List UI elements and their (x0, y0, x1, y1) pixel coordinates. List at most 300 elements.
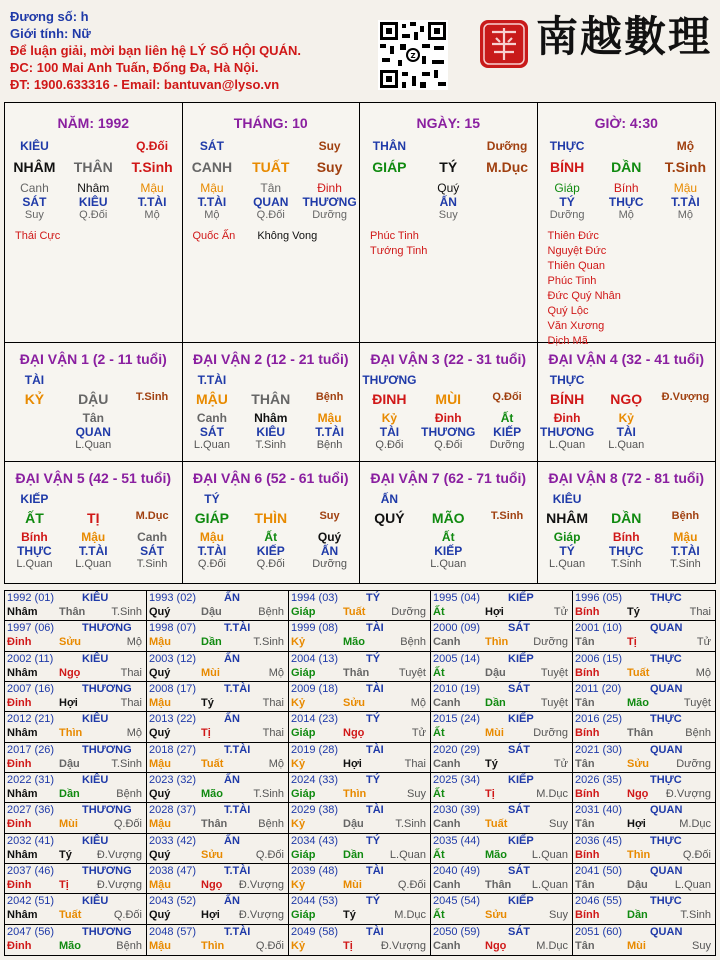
year-stage: M.Dục (536, 939, 568, 952)
year-branch: Mão (485, 848, 507, 861)
life-stage: Bệnh (316, 439, 343, 451)
pillar-row (538, 159, 716, 175)
dai-van-pillar: NGỌ (610, 391, 643, 407)
year-branch: Tuất (201, 757, 224, 770)
year-label: 1995 (04) (433, 592, 481, 604)
life-stage: L.Quan (608, 439, 645, 451)
dai-van-row (538, 373, 716, 387)
pillar-row (5, 181, 182, 195)
year-label: 2003 (12) (149, 652, 197, 665)
year-star: TÝ (366, 834, 381, 847)
pillar-value: QUAN (253, 195, 289, 209)
year-stage: Q.Đối (397, 879, 426, 891)
dai-van-row (183, 373, 360, 387)
year-stem: Giáp (291, 848, 316, 861)
year-star: SÁT (508, 622, 530, 635)
pillar-value: Q.Đối (136, 139, 169, 153)
dai-van-row (360, 373, 537, 387)
qr-code-icon[interactable] (378, 20, 448, 90)
year-branch: Hợi (343, 757, 362, 770)
year-stem: Đinh (7, 757, 32, 770)
pillar-value: T.Sinh (131, 159, 173, 175)
shensha-item: Phúc Tinh (370, 230, 419, 242)
year-stage: Tuyệt (540, 697, 568, 709)
pillar-value: Canh (20, 181, 49, 195)
dai-van-empty (64, 492, 123, 506)
year-stage: Bệnh (116, 788, 142, 800)
year-cell (5, 743, 147, 773)
dai-van-cell (360, 343, 538, 462)
year-cell (289, 652, 431, 682)
year-stage: T.Sinh (253, 788, 284, 800)
logo-text: 南越數理 (536, 12, 713, 61)
year-stage: L.Quan (674, 879, 711, 891)
dai-van-row (538, 510, 716, 526)
year-star: KIÊU (82, 652, 109, 665)
year-star: QUAN (650, 865, 683, 877)
year-stage: Bệnh (400, 636, 426, 649)
pillar-value: Bính (613, 181, 639, 195)
year-branch: Tị (59, 879, 69, 891)
pillar-value: TUẤT (252, 159, 290, 175)
year-branch: Mùi (201, 666, 220, 679)
year-label: 2039 (48) (291, 865, 339, 877)
year-stem: Đinh (7, 939, 32, 952)
year-label: 2028 (37) (149, 804, 197, 817)
year-star: THƯƠNG (82, 804, 132, 817)
year-cell (573, 652, 715, 682)
year-label: 2025 (34) (433, 774, 481, 786)
year-stage: Thai (120, 697, 142, 709)
year-label: 2046 (55) (575, 895, 623, 908)
pillar-value: THỰC (608, 195, 644, 209)
year-cell (147, 834, 289, 864)
year-star: KIẾP (508, 774, 534, 786)
year-cell (431, 652, 573, 682)
pillar-cell (5, 103, 183, 343)
year-star: TÀI (366, 683, 384, 695)
hidden-star: KIẾP (493, 425, 522, 439)
pillar-value: Dưỡng (312, 209, 347, 221)
pillar-value (597, 139, 656, 153)
year-stem: Ất (433, 666, 445, 679)
year-branch: Mùi (485, 727, 504, 740)
dai-van-row (183, 492, 360, 506)
dai-van-row (5, 411, 182, 425)
pillar-row (538, 209, 716, 221)
year-star: THỰC (650, 713, 682, 726)
dai-van-empty (597, 373, 656, 387)
life-stage: Dưỡng (489, 439, 525, 451)
year-cell (147, 864, 289, 894)
year-label: 2051 (60) (575, 925, 623, 938)
hidden-star: T.TÀI (315, 425, 344, 439)
year-stage: Thai (689, 606, 711, 618)
year-stage: Suy (549, 818, 568, 831)
pillar-value: Mộ (676, 139, 695, 153)
dai-van-row (5, 544, 182, 558)
life-stage (123, 439, 182, 451)
year-branch: Mão (343, 636, 365, 649)
year-stage: Suy (692, 939, 711, 952)
hidden-star: THƯƠNG (539, 425, 595, 439)
hidden-stem: Giáp (553, 530, 581, 544)
year-cell (147, 621, 289, 651)
year-stage: Đ.Vượng (665, 788, 711, 800)
year-branch: Thân (59, 606, 86, 618)
year-label: 2002 (11) (7, 652, 54, 665)
hidden-star: THƯƠNG (421, 425, 476, 439)
year-stage: T.Sinh (253, 636, 284, 649)
year-label: 2034 (43) (291, 834, 339, 847)
dai-van-row (5, 391, 182, 407)
hidden-star: ẤN (320, 544, 339, 558)
year-stage: Bệnh (685, 727, 711, 740)
year-cell (573, 864, 715, 894)
year-stem: Nhâm (7, 606, 38, 618)
year-branch: Sửu (627, 757, 650, 770)
pillar-row (183, 159, 360, 175)
year-cell (573, 803, 715, 833)
year-stage: Bệnh (116, 939, 142, 952)
year-stage: Q.Đối (255, 848, 284, 861)
pillar-value: THƯƠNG (302, 195, 357, 209)
year-stage: Tuyệt (683, 697, 711, 709)
pillar-cell (360, 103, 538, 343)
dai-van-pillar: Suy (319, 510, 340, 522)
year-stem: Kỷ (291, 818, 306, 831)
pillar-value: M.Dục (486, 159, 529, 175)
pillar-value (478, 195, 537, 209)
year-star: TÝ (366, 895, 381, 908)
pillar-row (183, 181, 360, 195)
year-stage: M.Dục (536, 788, 568, 800)
year-label: 2020 (29) (433, 743, 481, 756)
dai-van-row (360, 425, 537, 439)
year-stem: Tân (575, 757, 595, 770)
year-stage: Tử (553, 757, 568, 770)
year-stem: Tân (575, 818, 595, 831)
year-branch: Dậu (59, 757, 80, 770)
pillar-value: KIÊU (78, 195, 108, 209)
year-label: 1997 (06) (7, 622, 55, 635)
year-stem: Đinh (7, 636, 32, 649)
dai-van-pillar: ẤT (25, 510, 44, 526)
year-branch: Thìn (201, 939, 225, 952)
year-star: QUAN (650, 743, 683, 756)
life-stage: L.Quan (75, 439, 112, 451)
year-star: SÁT (508, 683, 530, 695)
year-cell (147, 652, 289, 682)
year-star: SÁT (508, 925, 530, 938)
year-cell (147, 682, 289, 712)
year-label: 2032 (41) (7, 834, 55, 847)
dai-van-title: ĐẠI VẬN 1 (2 - 11 tuổi) (19, 351, 167, 367)
year-stem: Bính (575, 788, 600, 800)
life-stage: L.Quan (549, 439, 586, 451)
phone-email-line: ĐT: 1900.633316 - Email: bantuvan@lyso.vn (10, 77, 280, 92)
hidden-stem (123, 411, 182, 425)
year-star: TÝ (366, 774, 381, 786)
dai-van-pillar: ĐINH (372, 391, 407, 407)
pillar-value: Dưỡng (486, 139, 528, 153)
hidden-star: SÁT (199, 425, 224, 439)
year-branch: Hợi (201, 909, 220, 922)
year-stage: Đ.Vượng (96, 848, 142, 861)
year-label: 2001 (10) (575, 622, 623, 635)
year-branch: Ngọ (627, 788, 649, 800)
pillar-row (183, 195, 360, 209)
dai-van-row (538, 558, 716, 570)
year-stem: Mậu (149, 879, 171, 891)
seal-stamp (478, 18, 530, 70)
pillar-value: Q.Đối (79, 209, 108, 221)
year-stem: Quý (149, 909, 171, 922)
year-cell (431, 591, 573, 621)
year-stem: Mậu (149, 939, 171, 952)
year-stage: Thai (120, 666, 142, 679)
year-star: T.TÀI (224, 622, 251, 635)
dai-van-empty (300, 492, 359, 506)
year-stem: Ất (433, 848, 445, 861)
year-stage: L.Quan (531, 848, 568, 861)
year-stage: Mộ (126, 727, 142, 740)
year-cell (5, 591, 147, 621)
year-cell (573, 925, 715, 955)
year-stem: Canh (433, 757, 461, 770)
year-label: 2017 (26) (7, 743, 55, 756)
year-label: 2044 (53) (291, 895, 339, 908)
dai-van-row (183, 411, 360, 425)
dai-van-pillar: Q.Đối (492, 391, 522, 403)
life-stage: T.Sinh (670, 558, 701, 570)
year-stem: Bính (575, 848, 600, 861)
dai-van-star: THƯƠNG (362, 373, 417, 387)
year-star: THƯƠNG (82, 743, 132, 756)
year-star: T.TÀI (224, 804, 251, 817)
year-label: 2035 (44) (433, 834, 481, 847)
year-cell (289, 712, 431, 742)
year-star: KIÊU (82, 895, 109, 908)
year-stem: Mậu (149, 636, 171, 649)
pillar-cell (538, 103, 716, 347)
pillar-value: THÂN (372, 139, 407, 153)
year-stage: Q.Đối (682, 848, 711, 861)
year-branch: Tuất (343, 606, 366, 618)
year-stem: Canh (433, 818, 461, 831)
hidden-stem: Tân (82, 411, 104, 425)
year-branch: Sửu (201, 848, 224, 861)
shensha-item: Thái Cực (15, 230, 61, 242)
dai-van-cell (538, 343, 716, 462)
year-stem: Giáp (291, 606, 316, 618)
year-label: 2041 (50) (575, 865, 623, 877)
hidden-star (123, 425, 182, 439)
header-info (10, 8, 301, 93)
year-star: KIÊU (82, 713, 109, 726)
year-label: 2027 (36) (7, 804, 55, 817)
year-label: 2049 (58) (291, 925, 339, 938)
shensha-item: Tướng Tinh (370, 245, 428, 257)
year-stem: Tân (575, 636, 595, 649)
year-star: KIÊU (82, 592, 109, 604)
year-stem: Đinh (7, 697, 32, 709)
svg-text:Z: Z (410, 52, 416, 60)
hidden-star: TÀI (379, 425, 400, 439)
contact-line: Để luận giải, mời bạn liên hệ LÝ SỐ HỘI QUÁN. (10, 43, 301, 58)
pillar-value: Tân (260, 181, 282, 195)
year-star: ẤN (224, 774, 240, 786)
dai-van-star: T.TÀI (197, 373, 227, 387)
year-star: QUAN (650, 804, 683, 817)
year-branch: Tý (59, 848, 72, 861)
year-branch: Ngọ (485, 939, 507, 952)
shensha-item: Đức Quý Nhân (547, 290, 621, 302)
year-stem: Bính (575, 909, 600, 922)
year-cell (5, 652, 147, 682)
year-stem: Canh (433, 939, 461, 952)
pillar-value: DẦN (611, 159, 642, 175)
dai-van-row (5, 558, 182, 570)
year-cell (431, 834, 573, 864)
pillar-value: Mộ (618, 209, 634, 221)
dai-van-empty (123, 373, 182, 387)
pillar-value: Nhâm (77, 181, 110, 195)
dai-van-pillar: MÃO (431, 510, 465, 526)
year-label: 2040 (49) (433, 865, 481, 877)
year-branch: Dần (485, 697, 506, 709)
shensha-list (183, 229, 360, 244)
pillar-value: T.TÀI (197, 195, 227, 209)
life-stage: L.Quan (75, 558, 112, 570)
year-cell (147, 712, 289, 742)
year-branch: Mùi (59, 818, 78, 831)
year-label: 2022 (31) (7, 774, 55, 786)
pillar-value: Giáp (554, 181, 580, 195)
dai-van-row (183, 530, 360, 544)
shensha-list (15, 229, 60, 244)
year-label: 2037 (46) (7, 865, 55, 877)
year-label: 1998 (07) (149, 622, 197, 635)
year-cell (431, 803, 573, 833)
year-star: ẤN (224, 713, 240, 726)
year-label: 2021 (30) (575, 743, 623, 756)
year-star: QUAN (650, 925, 683, 938)
hidden-star: T.TÀI (197, 544, 227, 558)
pillar-value: Suy (316, 159, 343, 175)
year-branch: Dần (343, 848, 364, 861)
hidden-stem: Bính (612, 530, 640, 544)
pillar-row (538, 195, 716, 209)
year-star: ẤN (224, 592, 240, 604)
year-label: 2016 (25) (575, 713, 623, 726)
dai-van-row (360, 391, 537, 407)
pillar-value: Mộ (144, 209, 160, 221)
year-stem: Đinh (7, 879, 32, 891)
dai-van-row (5, 373, 182, 387)
dai-van-cell (5, 462, 183, 583)
year-label: 1996 (05) (575, 592, 623, 604)
year-stage: Bệnh (258, 818, 284, 831)
dai-van-pillar: T.Sinh (490, 510, 524, 522)
dai-van-row (360, 530, 537, 544)
year-star: KIÊU (82, 834, 109, 847)
year-stem: Canh (433, 697, 461, 709)
pillar-value: THỰC (549, 139, 585, 153)
year-stem: Đinh (7, 818, 32, 831)
dai-van-pillar: DẬU (78, 391, 109, 407)
dai-van-pillar: MẬU (195, 391, 228, 407)
shensha-item: Phúc Tinh (547, 275, 597, 287)
dai-van-cell (5, 343, 183, 462)
year-star: THỰC (650, 592, 682, 604)
dai-van-row (183, 391, 360, 407)
dai-van-row (183, 558, 360, 570)
dai-van-row (538, 391, 716, 407)
year-star: ẤN (224, 834, 240, 847)
dai-van-title: ĐẠI VẬN 8 (72 - 81 tuổi) (548, 470, 705, 486)
year-label: 2014 (23) (291, 713, 339, 726)
shensha-item: Không Vong (257, 230, 318, 242)
pillar-value: Dưỡng (549, 209, 585, 221)
year-stage: T.Sinh (395, 818, 426, 831)
year-cell (5, 621, 147, 651)
pillar-row (360, 139, 537, 153)
hidden-stem: Ất (264, 530, 278, 544)
dai-van-row (5, 425, 182, 439)
year-branch: Tuất (485, 818, 508, 831)
year-star: SÁT (508, 865, 530, 877)
year-stem: Ất (433, 909, 445, 922)
year-stage: T.Sinh (111, 606, 142, 618)
hidden-stem: Đinh (553, 411, 581, 425)
year-star: T.TÀI (224, 683, 251, 695)
life-stage: T.Sinh (610, 558, 642, 570)
year-cell (573, 682, 715, 712)
pillar-value: NHÂM (13, 159, 56, 175)
hidden-stem: Mậu (199, 530, 224, 544)
pillar-row (5, 209, 182, 221)
year-star: TÀI (366, 743, 384, 756)
year-label: 2024 (33) (291, 774, 339, 786)
pillar-title: NGÀY: 15 (416, 115, 481, 131)
year-cell (147, 894, 289, 924)
dai-van-row (183, 510, 360, 526)
year-cell (147, 591, 289, 621)
year-cell (289, 834, 431, 864)
year-label: 2038 (47) (149, 865, 197, 877)
year-label: 2018 (27) (149, 743, 197, 756)
year-star: TÀI (366, 804, 384, 817)
hidden-stem: Ất (500, 411, 514, 425)
year-stage: Thai (404, 757, 426, 770)
year-label: 2045 (54) (433, 895, 481, 908)
year-branch: Thân (627, 727, 654, 740)
year-stage: M.Dục (394, 909, 426, 922)
year-star: THƯƠNG (82, 683, 132, 695)
year-branch: Dậu (201, 606, 222, 618)
hidden-stem (656, 411, 715, 425)
year-cell (5, 803, 147, 833)
year-stage: Tử (696, 636, 711, 649)
dai-van-empty (597, 492, 656, 506)
dai-van-row (360, 439, 537, 451)
life-stage: L.Quan (193, 439, 230, 451)
year-stage: Thai (262, 727, 284, 740)
year-cell (573, 773, 715, 803)
year-label: 2010 (19) (433, 683, 481, 695)
dai-van-row (538, 439, 716, 451)
